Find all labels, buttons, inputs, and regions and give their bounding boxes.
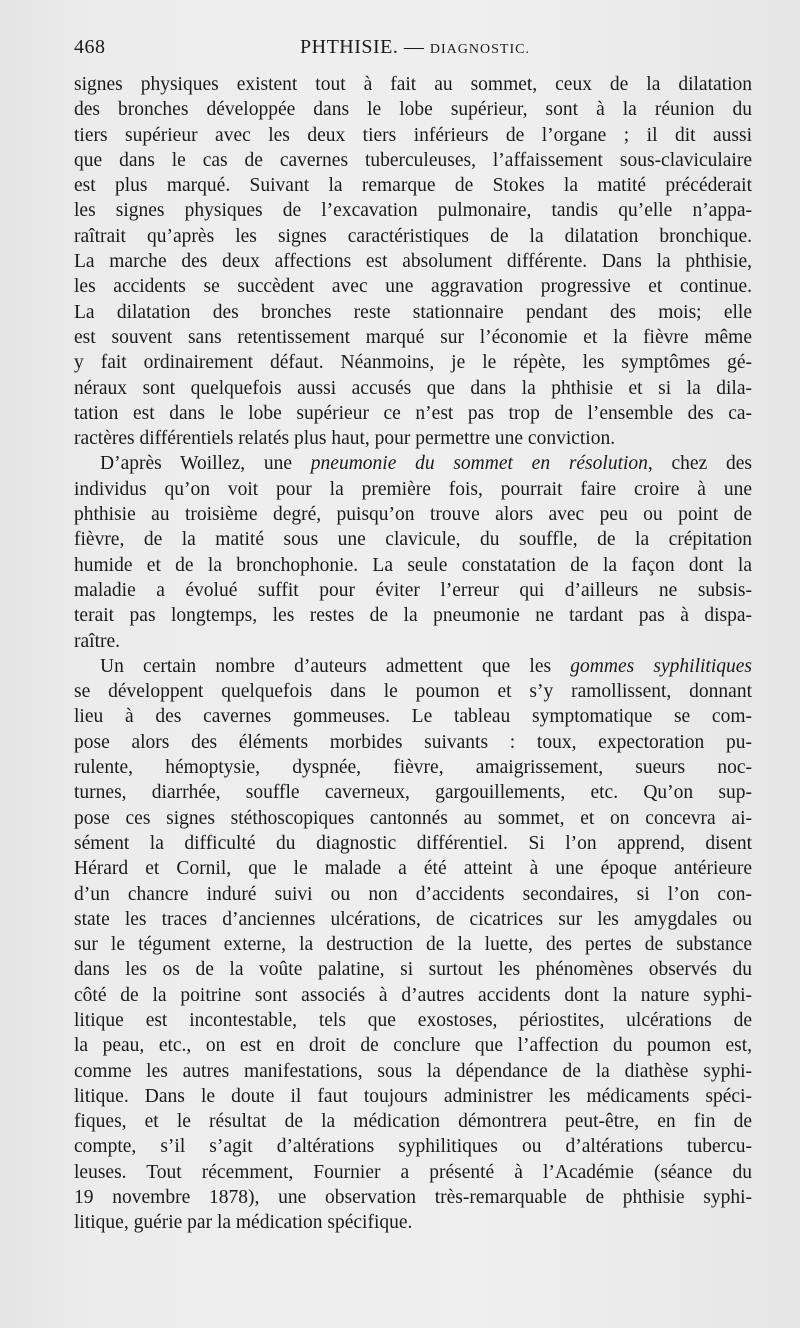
running-head-title: PHTHISIE. <box>300 36 399 58</box>
text-line: leuses. Tout récemment, Fournier a présenté à l’Académie (séance du <box>74 1161 752 1183</box>
text-line: 19 novembre 1878), une observation très-remarquable de phthisie syphi- <box>74 1187 752 1209</box>
text-line: les accidents se succèdent avec une aggravation progressive et continue. <box>74 276 752 298</box>
running-head-dash: — <box>403 36 425 58</box>
text-line: Hérard et Cornil, que le malade a été atteint à une époque antérieure <box>74 858 752 880</box>
body-text <box>74 72 752 1236</box>
text-line: raître. <box>74 630 121 652</box>
italic-term: gommes syphilitiques <box>570 655 752 677</box>
running-head-subtitle: DIAGNOSTIC. <box>429 42 530 57</box>
text-line: compte, s’il s’agit d’altérations syphilitiques ou d’altérations tubercu- <box>74 1136 752 1158</box>
text-line: sément la difficulté du diagnostic différentiel. Si l’on apprend, disent <box>74 832 752 854</box>
text-line: se développent quelquefois dans le poumon et s’y ramollissent, donnant <box>74 681 752 703</box>
text-line: lieu à des cavernes gommeuses. Le tableau symptomatique se com- <box>74 706 752 728</box>
text-line: fiques, et le résultat de la médication démontrera peut-être, en fin de <box>74 1111 752 1133</box>
text-line: sur le tégument externe, la destruction de la luette, des pertes de substance <box>74 934 752 956</box>
text-line <box>74 654 752 679</box>
text-run: Un certain nombre d’auteurs admettent que les <box>100 655 571 677</box>
text-line: individus qu’on voit pour la première fois, pourrait faire croire à une <box>74 478 752 500</box>
text-line: comme les autres manifestations, sous la dépendance de la diathèse syphi- <box>74 1060 752 1082</box>
text-line: tation est dans le lobe supérieur ce n’est pas trop de l’ensemble des ca- <box>74 402 752 424</box>
text-line: litique est incontestable, tels que exostoses, périostites, ulcérations de <box>74 1009 752 1031</box>
text-line: les signes physiques de l’excavation pulmonaire, tandis qu’elle n’appa- <box>74 200 752 222</box>
text-line: turnes, diarrhée, souffle caverneux, gargouillements, etc. Qu’on sup- <box>74 782 752 804</box>
text-line: litique. Dans le doute il faut toujours administrer les médicaments spéci- <box>74 1085 752 1107</box>
text-line: La dilatation des bronches reste stationnaire pendant des mois; elle <box>74 301 752 323</box>
text-line: raîtrait qu’après les signes caractéristiques de la dilatation bronchique. <box>74 225 752 247</box>
text-run: , chez des <box>647 453 752 475</box>
text-line: est souvent sans retentissement marqué sur l’économie et la fièvre même <box>74 326 752 348</box>
text-line: des bronches développée dans le lobe supérieur, sont à la réunion du <box>74 99 752 121</box>
text-line: state les traces d’anciennes ulcérations, de cicatrices sur les amygdales ou <box>74 908 752 930</box>
text-line: signes physiques existent tout à fait au sommet, ceux de la dilatation <box>74 74 752 95</box>
running-header <box>74 36 754 66</box>
text-line: pose ces signes stéthoscopiques cantonnés au sommet, et on concevra ai- <box>74 807 752 829</box>
text-line: que dans le cas de cavernes tuberculeuses, l’affaissement sous-claviculaire <box>74 149 752 171</box>
page-number: 468 <box>74 36 106 58</box>
text-line: la peau, etc., on est en droit de conclure que l’affection du poumon est, <box>74 1035 752 1057</box>
text-line: ractères différentiels relatés plus haut, pour permettre une conviction. <box>74 428 616 450</box>
text-line: est plus marqué. Suivant la remarque de Stokes la matité précéderait <box>74 175 752 197</box>
italic-term: pneumonie du sommet en résolution <box>310 453 648 475</box>
text-line <box>74 451 752 476</box>
running-head <box>300 36 530 59</box>
text-line: côté de la poitrine sont associés à d’autres accidents dont la nature syphi- <box>74 984 752 1006</box>
text-line: dans les os de la voûte palatine, si surtout les phénomènes observés du <box>74 959 752 981</box>
text-line: y fait ordinairement défaut. Néanmoins, je le répète, les symptômes gé- <box>74 352 752 374</box>
text-line: humide et de la bronchophonie. La seule constatation de la façon dont la <box>74 554 752 576</box>
text-line: rulente, hémoptysie, dyspnée, fièvre, amaigrissement, sueurs noc- <box>74 757 752 779</box>
text-line: phthisie au troisième degré, puisqu’on trouve alors avec peu ou point de <box>74 504 752 526</box>
text-line: fièvre, de la matité sous une clavicule, du souffle, de la crépitation <box>74 529 752 551</box>
text-line: néraux sont quelquefois aussi accusés que dans la phthisie et si la dila- <box>74 377 752 399</box>
text-line: maladie a évolué suffit pour éviter l’erreur qui d’ailleurs ne subsis- <box>74 579 752 601</box>
text-run: D’après Woillez, une <box>100 453 311 475</box>
text-line: terait pas longtemps, les restes de la pneumonie ne tardant pas à dispa- <box>74 605 752 627</box>
text-line: pose alors des éléments morbides suivants : toux, expectoration pu- <box>74 731 752 753</box>
text-line: litique, guérie par la médication spécifique. <box>74 1212 413 1234</box>
text-line: d’un chancre induré suivi ou non d’accidents secondaires, si l’on con- <box>74 883 752 905</box>
text-line: La marche des deux affections est absolument différente. Dans la phthisie, <box>74 251 752 273</box>
text-line: tiers supérieur avec les deux tiers inférieurs de l’organe ; il dit aussi <box>74 124 752 146</box>
